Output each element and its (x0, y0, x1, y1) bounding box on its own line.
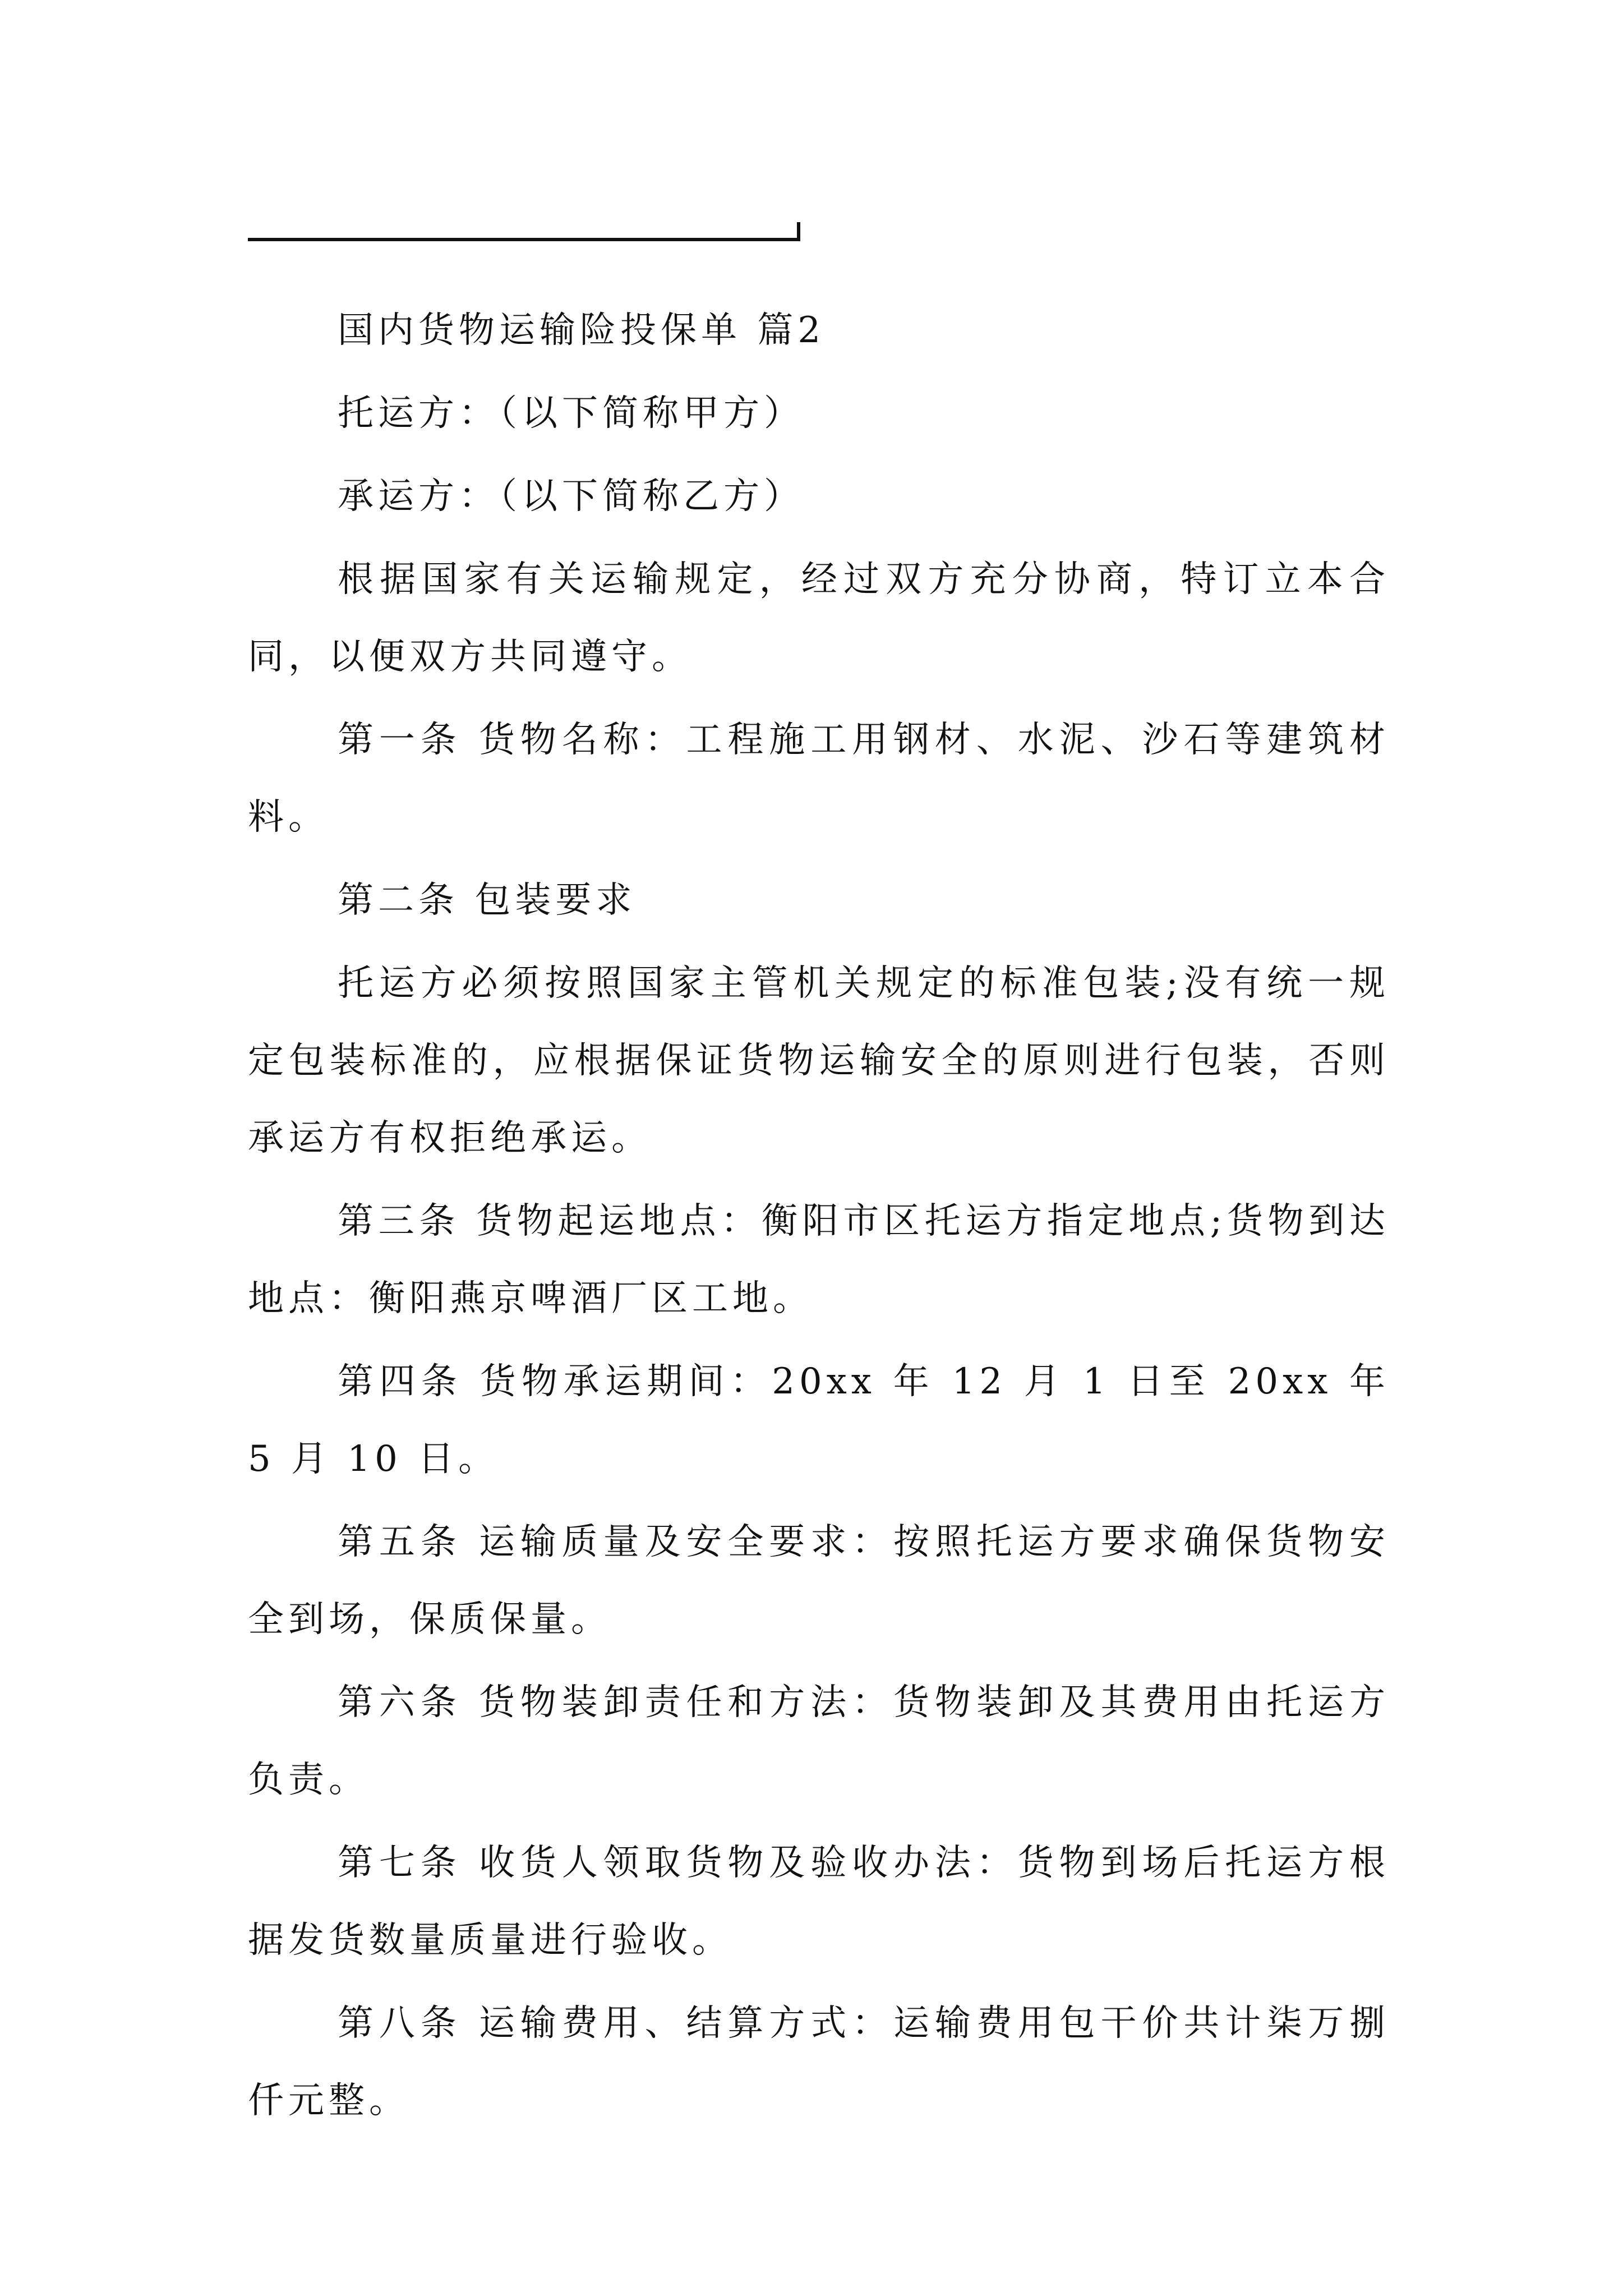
article-2-heading: 第二条 包装要求 (338, 880, 637, 921)
shipper-line: 托运方：（以下简称甲方） (338, 393, 804, 434)
article-8: 第八条 运输费用、结算方式：运输费用包干价共计柒万捌仟元整。 (248, 2003, 1390, 2122)
header-rule (248, 238, 800, 241)
article-3: 第三条 货物起运地点：衡阳市区托运方指定地点;货物到达地点：衡阳燕京啤酒厂区工地。 (248, 1200, 1390, 1319)
carrier-line: 承运方：（以下简称乙方） (338, 476, 804, 517)
document-body (248, 292, 1390, 2145)
article-1: 第一条 货物名称：工程施工用钢材、水泥、沙石等建筑材料。 (248, 719, 1390, 838)
article-4: 第四条 货物承运期间：20xx 年 12 月 1 日至 20xx 年 5 月 10 日。 (248, 1361, 1390, 1480)
article-2-body: 托运方必须按照国家主管机关规定的标准包装;没有统一规定包装标准的，应根据保证货物运输安全的原则进行包装，否则承运方有权拒绝承运。 (248, 963, 1390, 1159)
article-7: 第七条 收货人领取货物及验收办法：货物到场后托运方根据发货数量质量进行验收。 (248, 1842, 1390, 1961)
document-title: 国内货物运输险投保单 篇2 (338, 310, 826, 351)
article-6: 第六条 货物装卸责任和方法：货物装卸及其费用由托运方负责。 (248, 1682, 1390, 1801)
header-rule-tick (797, 222, 800, 241)
preamble-paragraph: 根据国家有关运输规定，经过双方充分协商，特订立本合同，以便双方共同遵守。 (248, 559, 1390, 678)
article-5: 第五条 运输质量及安全要求：按照托运方要求确保货物安全到场，保质保量。 (248, 1521, 1390, 1640)
